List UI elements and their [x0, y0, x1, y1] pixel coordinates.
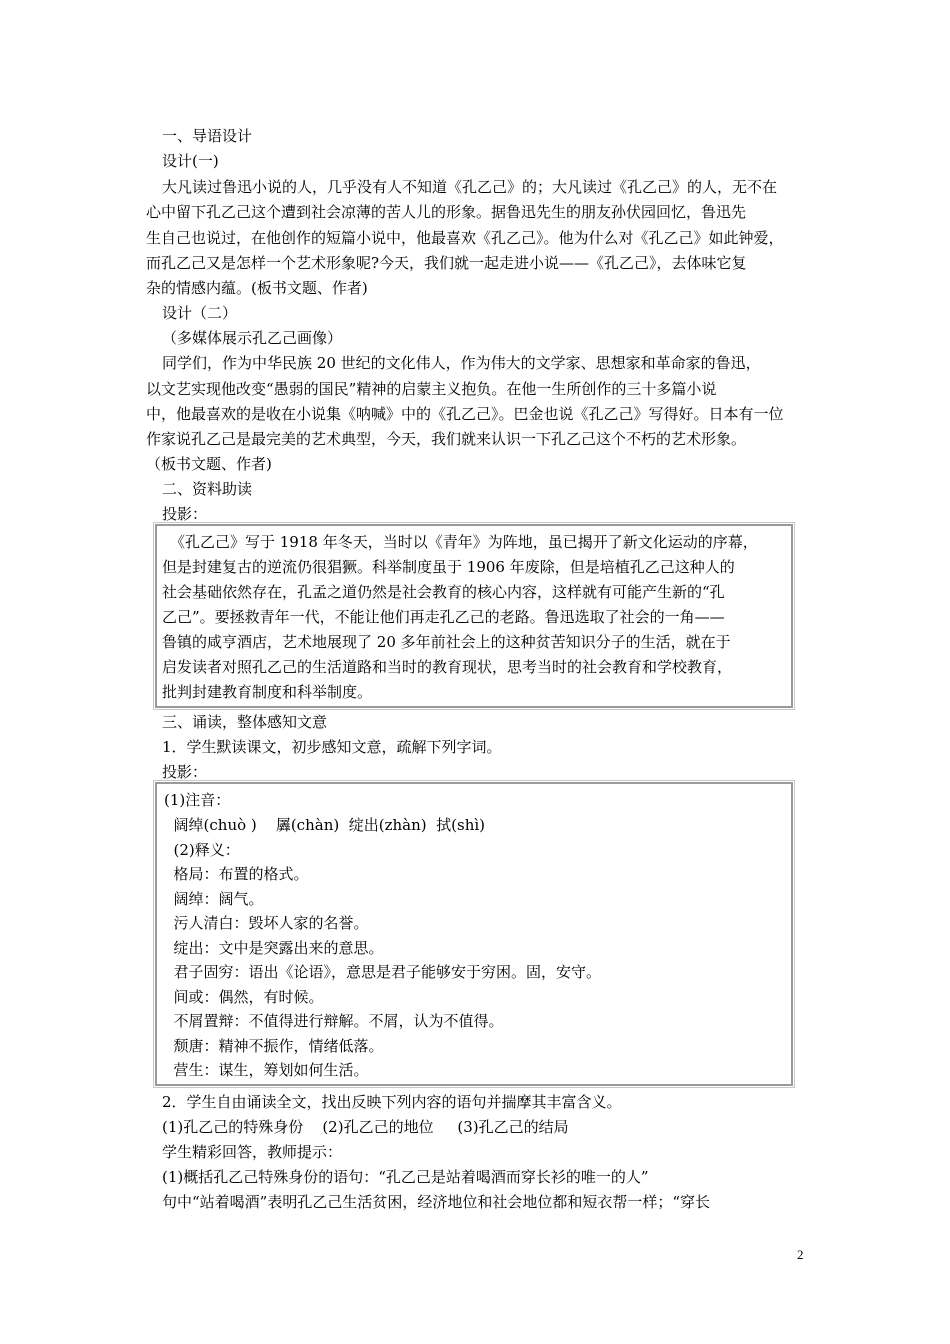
projection-label: 投影：	[162, 763, 208, 781]
reference-box-line: 乙己”。要拯救青年一代，不能让他们再走孔乙己的老路。鲁迅选取了社会的一角——	[162, 608, 725, 626]
vocabulary-line: 不屑置辩：不值得进行辩解。不屑，认为不值得。	[164, 1012, 504, 1030]
design-2-note: （多媒体展示孔乙己画像）	[162, 329, 343, 347]
vocabulary-line: (1)注音：	[164, 791, 231, 809]
reference-box-line: 批判封建教育制度和科举制度。	[162, 683, 373, 701]
vocabulary-line: 间或：偶然，有时候。	[164, 988, 324, 1006]
paragraph-1-line: 杂的情感内蕴。(板书文题、作者)	[146, 279, 368, 297]
paragraph-1-line: 而孔乙己又是怎样一个艺术形象呢?今天，我们就一起走进小说——《孔乙己》，去体味它复	[146, 254, 747, 272]
answer-1-continued: 句中“站着喝酒”表明孔乙己生活贫困，经济地位和社会地位都和短衣帮一样；“穿长	[162, 1193, 711, 1211]
answer-1: (1)概括孔乙己特殊身份的语句：“孔乙己是站着喝酒而穿长衫的唯一的人”	[162, 1168, 649, 1186]
paragraph-2-line: 以文艺实现他改变“愚弱的国民”精神的启蒙主义抱负。在他一生所创作的三十多篇小说	[146, 380, 717, 398]
reference-box-line: 但是封建复古的逆流仍很猖獗。科举制度虽于 1906 年废除，但是培植孔乙己这种人的	[162, 558, 735, 576]
page-number: 2	[797, 1247, 804, 1262]
vocabulary-line: 绽出：文中是突露出来的意思。	[164, 939, 384, 957]
section-heading-1: 一、导语设计	[162, 127, 253, 145]
paragraph-2-line: 同学们，作为中华民族 20 世纪的文化伟人，作为伟大的文学家、思想家和革命家的鲁迅，	[162, 354, 761, 372]
projection-label: 投影：	[162, 505, 208, 523]
design-1-title: 设计(一)	[162, 152, 219, 170]
reference-box-line: 《孔乙己》写于 1918 年冬天，当时以《青年》为阵地，虽已揭开了新文化运动的序幕，	[170, 533, 758, 551]
vocabulary-line: 格局：布置的格式。	[164, 865, 309, 883]
vocabulary-line: 营生：谋生，筹划如何生活。	[164, 1061, 369, 1079]
vocabulary-line: 颓唐：精神不振作，情绪低落。	[164, 1037, 384, 1055]
reference-box-line: 鲁镇的咸亨酒店，艺术地展现了 20 多年前社会上的这种贫苦知识分子的生活，就在于	[162, 633, 731, 651]
paragraph-1-line: 生自己也说过，在他创作的短篇小说中，他最喜欢《孔乙己》。他为什么对《孔乙己》如此钟爱，	[146, 229, 784, 247]
vocabulary-line: 污人清白：毁坏人家的名誉。	[164, 914, 369, 932]
answer-intro: 学生精彩回答，教师提示：	[162, 1143, 343, 1161]
design-2-title: 设计（二）	[162, 304, 238, 322]
reference-box-line: 启发读者对照孔乙己的生活道路和当时的教育现状，思考当时的社会教育和学校教育，	[162, 658, 733, 676]
paragraph-1-line: 心中留下孔乙己这个遭到社会凉薄的苦人儿的形象。据鲁迅先生的朋友孙伏园回忆，鲁迅先	[146, 203, 747, 221]
paragraph-2-line: 中，他最喜欢的是收在小说集《呐喊》中的《孔乙己》。巴金也说《孔乙己》写得好。日本有一位	[146, 405, 784, 423]
task-2-options: (1)孔乙己的特殊身份 (2)孔乙己的地位 (3)孔乙己的结局	[162, 1118, 569, 1136]
task-1: 1．学生默读课文，初步感知文意，疏解下列字词。	[162, 738, 502, 756]
vocabulary-line: 阔绰：阔气。	[164, 890, 264, 908]
section-heading-3: 三、诵读，整体感知文意	[162, 713, 328, 731]
vocabulary-line: 君子固穷：语出《论语》，意思是君子能够安于穷困。固，安守。	[164, 963, 602, 981]
vocabulary-line: 阔绰(chuò ) 羼(chàn) 绽出(zhàn) 拭(shì)	[164, 816, 486, 834]
vocabulary-line: (2)释义：	[164, 841, 240, 859]
paragraph-2-line: （板书文题、作者)	[146, 455, 272, 473]
task-2: 2．学生自由诵读全文，找出反映下列内容的语句并揣摩其丰富含义。	[162, 1093, 622, 1111]
paragraph-1-line: 大凡读过鲁迅小说的人，几乎没有人不知道《孔乙己》的；大凡读过《孔乙己》的人，无不在	[162, 178, 778, 196]
section-heading-2: 二、资料助读	[162, 480, 253, 498]
reference-box-line: 社会基础依然存在，孔孟之道仍然是社会教育的核心内容，这样就有可能产生新的“孔	[162, 583, 725, 601]
paragraph-2-line: 作家说孔乙己是最完美的艺术典型，今天，我们就来认识一下孔乙己这个不朽的艺术形象。	[146, 430, 747, 448]
